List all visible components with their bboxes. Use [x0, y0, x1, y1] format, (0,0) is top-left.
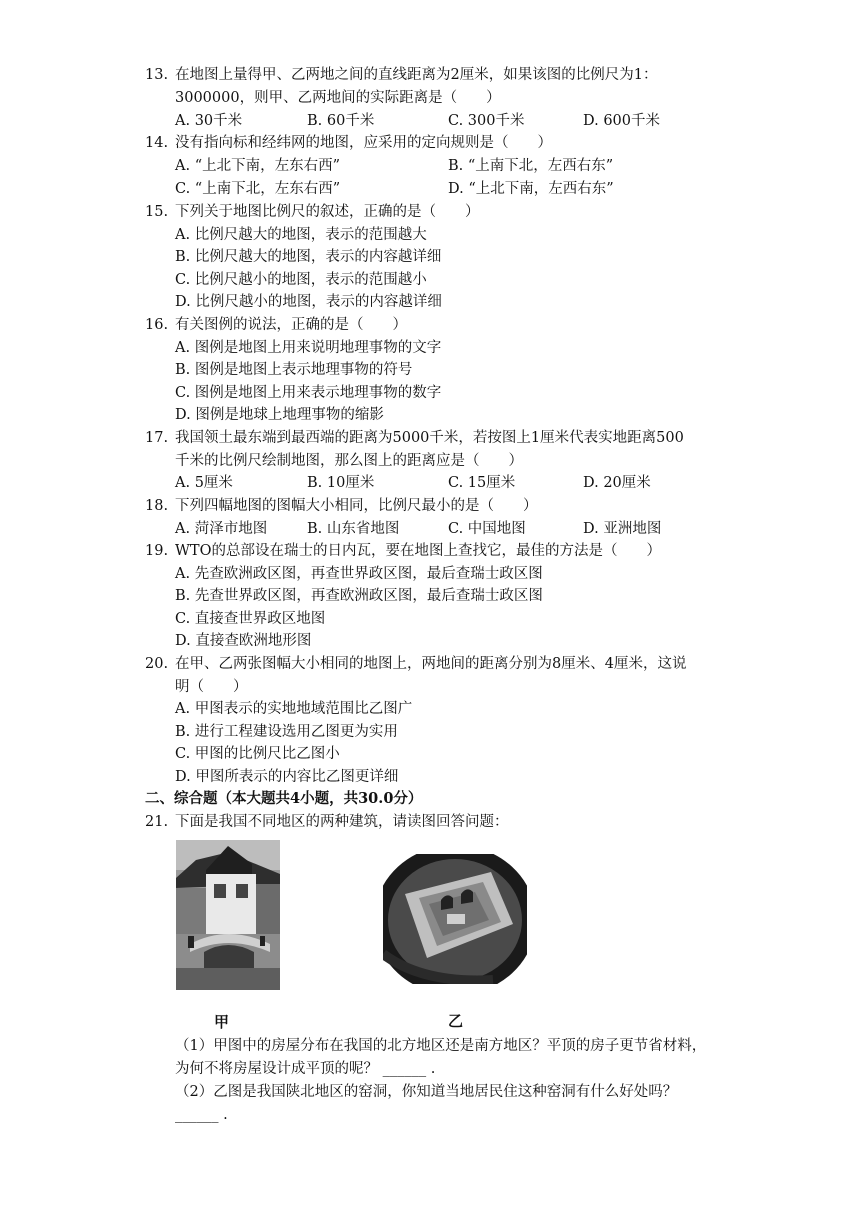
- option-b: B. 10厘米: [307, 475, 375, 491]
- option-c: C. 甲图的比例尺比乙图小: [175, 746, 340, 762]
- question-number: 15.: [145, 204, 169, 220]
- question-number: 20.: [145, 656, 169, 672]
- question-stem: WTO的总部设在瑞士的日内瓦，要在地图上查找它，最佳的方法是（ ）: [175, 543, 661, 559]
- question-number: 19.: [145, 543, 169, 559]
- caption-jia: 甲: [214, 1013, 230, 1031]
- question-stem: 没有指向标和经纬网的地图，应采用的定向规则是（ ）: [175, 135, 552, 151]
- question-stem: 下面是我国不同地区的两种建筑，请读图回答问题：: [175, 814, 509, 830]
- section-heading: 二、综合题（本大题共4小题，共30.0分）: [145, 790, 423, 807]
- question-stem: 我国领土最东端到最西端的距离为5000千米，若按图上1厘米代表实地距离500: [175, 430, 684, 446]
- question-stem: 在甲、乙两张图幅大小相同的地图上，两地间的距离分别为8厘米、4厘米，这说: [175, 656, 687, 672]
- option-d: D. 甲图所表示的内容比乙图更详细: [175, 769, 399, 785]
- sub-question-2-blank: ______ .: [175, 1107, 228, 1123]
- question-stem: 明（ ）: [175, 679, 248, 695]
- option-d: D. 600千米: [583, 113, 661, 129]
- question-stem: 下列关于地图比例尺的叙述，正确的是（ ）: [175, 204, 480, 220]
- question-number: 16.: [145, 317, 169, 333]
- option-c: C. 直接查世界政区地图: [175, 611, 326, 627]
- option-b: B. 山东省地图: [307, 521, 400, 537]
- option-d: D. “上北下南，左西右东”: [448, 181, 614, 197]
- question-number: 14.: [145, 135, 169, 151]
- house-photo-jia: [176, 840, 280, 990]
- option-d: D. 20厘米: [583, 475, 651, 491]
- option-a: A. 甲图表示的实地地域范围比乙图广: [175, 701, 413, 717]
- option-c: C. 比例尺越小的地图，表示的范围越小: [175, 272, 427, 288]
- sub-question-1: （1）甲图中的房屋分布在我国的北方地区还是南方地区？平顶的房子更节省材料，: [175, 1038, 707, 1054]
- option-b: B. 图例是地图上表示地理事物的符号: [175, 362, 413, 378]
- question-stem: 在地图上量得甲、乙两地之间的直线距离为2厘米，如果该图的比例尺为1：: [175, 67, 658, 83]
- option-d: D. 直接查欧洲地形图: [175, 633, 312, 649]
- question-stem: 3000000，则甲、乙两地间的实际距离是（ ）: [175, 90, 501, 106]
- option-a: A. 先查欧洲政区图，再查世界政区图，最后查瑞士政区图: [175, 566, 543, 582]
- question-stem: 下列四幅地图的图幅大小相同，比例尺最小的是（ ）: [175, 498, 538, 514]
- question-number: 21.: [145, 814, 169, 830]
- option-a: A. 菏泽市地图: [175, 521, 268, 537]
- question-number: 18.: [145, 498, 169, 514]
- option-a: A. 5厘米: [175, 475, 233, 491]
- option-b: B. 先查世界政区图，再查欧洲政区图，最后查瑞士政区图: [175, 588, 543, 604]
- option-a: A. 30千米: [175, 113, 243, 129]
- option-c: C. 300千米: [448, 113, 525, 129]
- caption-yi: 乙: [448, 1012, 464, 1030]
- option-c: C. “上南下北，左东右西”: [175, 181, 341, 197]
- option-d: D. 亚洲地图: [583, 521, 662, 537]
- sub-question-2: （2）乙图是我国陕北地区的窑洞，你知道当地居民住这种窑洞有什么好处吗？: [175, 1084, 678, 1100]
- question-stem: 有关图例的说法，正确的是（ ）: [175, 317, 407, 333]
- question-stem: 千米的比例尺绘制地图，那么图上的距离应是（ ）: [175, 453, 523, 469]
- option-a: A. “上北下南，左东右西”: [175, 158, 341, 174]
- option-c: C. 图例是地图上用来表示地理事物的数字: [175, 385, 442, 401]
- option-b: B. 60千米: [307, 113, 375, 129]
- option-b: B. 比例尺越大的地图，表示的内容越详细: [175, 249, 442, 265]
- sub-question-1-blank: 为何不将房屋设计成平顶的呢？ ______ .: [175, 1061, 436, 1077]
- option-b: B. “上南下北，左西右东”: [448, 158, 614, 174]
- option-a: A. 比例尺越大的地图，表示的范围越大: [175, 227, 427, 243]
- option-b: B. 进行工程建设选用乙图更为实用: [175, 724, 398, 740]
- option-c: C. 15厘米: [448, 475, 516, 491]
- option-a: A. 图例是地图上用来说明地理事物的文字: [175, 340, 442, 356]
- option-d: D. 比例尺越小的地图，表示的内容越详细: [175, 294, 442, 310]
- cave-dwelling-photo-yi: [383, 854, 527, 984]
- option-c: C. 中国地图: [448, 521, 526, 537]
- option-d: D. 图例是地球上地理事物的缩影: [175, 407, 384, 423]
- question-number: 13.: [145, 67, 169, 83]
- question-number: 17.: [145, 430, 169, 446]
